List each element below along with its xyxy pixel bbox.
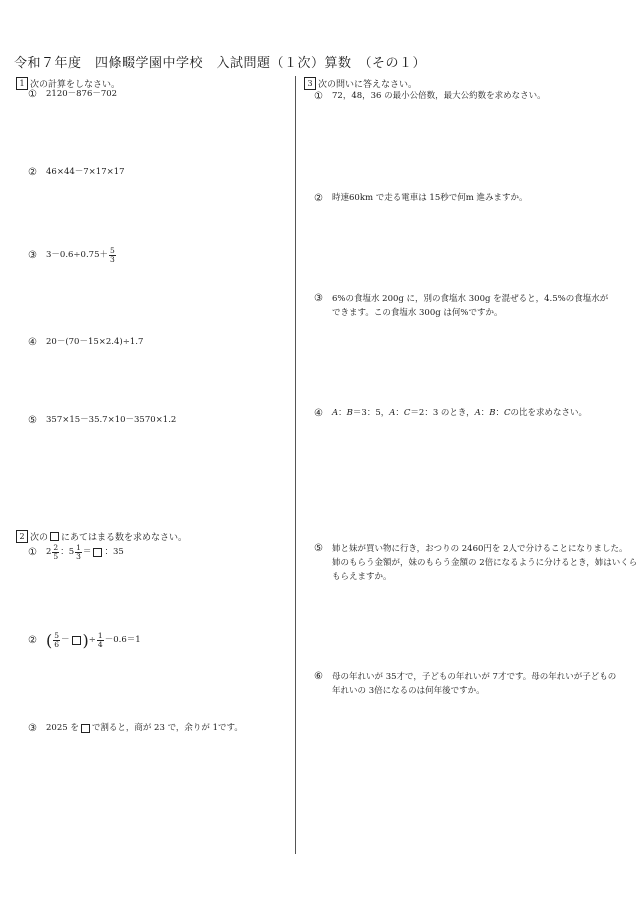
question-text: ＝3：5， xyxy=(352,408,390,418)
question-text-post: で割ると，商が 23 で，余りが 1です。 xyxy=(91,723,243,733)
question-text: ＝2：3 のとき， xyxy=(410,408,475,418)
question-line: 年れいの 3倍になるのは何年後ですか。 xyxy=(332,686,485,696)
page-title: 令和７年度 四條畷学園中学校 入試問題（１次）算数 （その１） xyxy=(14,56,427,71)
question-3-6 xyxy=(314,670,616,698)
question-line: 姉のもらう金額が，妹のもらう金額の 2倍になるように分けるとき，姉はいくら xyxy=(332,558,637,568)
question-expression: 20－(70－15×2.4)÷1.7 xyxy=(46,337,144,347)
fraction-numerator: 1 xyxy=(76,543,81,552)
fraction xyxy=(109,247,116,264)
fraction xyxy=(53,632,60,649)
var-a: A xyxy=(332,408,339,418)
question-3-4 xyxy=(314,407,587,420)
question-1-5 xyxy=(28,414,176,427)
section-2-instruction-post: にあてはまる数を求めなさい。 xyxy=(61,533,188,543)
question-text xyxy=(332,542,637,584)
equals-sign: ＝ xyxy=(82,547,92,557)
question-line: 母の年れいが 35才で，子どもの年れいが 7才です。母の年れいが子どもの xyxy=(332,672,617,682)
question-number: ④ xyxy=(314,408,323,419)
question-1-1 xyxy=(28,88,117,101)
open-paren: ( xyxy=(46,630,53,650)
section-3-instruction: 次の問いに答えなさい。 xyxy=(318,80,418,90)
ratio-colon: ： xyxy=(480,408,490,418)
question-2-1 xyxy=(28,544,124,561)
question-number: ⑤ xyxy=(314,543,323,554)
section-2-heading xyxy=(16,530,187,543)
fraction xyxy=(75,544,82,561)
question-number: ③ xyxy=(28,250,37,261)
mixed-whole: 5 xyxy=(68,547,75,557)
question-number: ⑤ xyxy=(28,415,37,426)
question-number: ② xyxy=(28,635,37,646)
question-text xyxy=(332,292,608,320)
var-c: C xyxy=(403,408,411,418)
blank-box-icon xyxy=(72,636,81,645)
question-text xyxy=(332,670,616,698)
fraction-numerator: 5 xyxy=(109,246,115,255)
question-expression: 3－0.6÷0.75＋ xyxy=(46,250,108,260)
section-1-number: 1 xyxy=(16,77,28,90)
question-text-pre: 2025 を xyxy=(46,723,79,733)
question-line: 姉と妹が買い物に行き，おつりの 2460円を 2人で分けることになりました。 xyxy=(332,544,628,554)
question-number: ② xyxy=(28,167,37,178)
question-number: ③ xyxy=(28,723,37,734)
var-a: A xyxy=(474,408,481,418)
mixed-number xyxy=(69,544,83,561)
mixed-whole: 2 xyxy=(46,547,52,557)
question-text: の比を求めなさい。 xyxy=(510,408,588,418)
fraction-denominator: 4 xyxy=(97,640,103,649)
question-3-2 xyxy=(314,192,528,205)
question-expression-tail: －0.6＝1 xyxy=(104,635,141,645)
minus-sign: － xyxy=(61,635,70,645)
question-number: ③ xyxy=(314,293,323,304)
ratio-colon: ： xyxy=(495,408,505,418)
question-number: ① xyxy=(28,89,37,100)
question-expression: 2120－876－702 xyxy=(46,89,118,99)
question-1-2 xyxy=(28,166,125,179)
question-2-3 xyxy=(28,722,243,735)
var-b: B xyxy=(346,408,353,418)
var-c: C xyxy=(504,408,511,418)
fraction-denominator: 5 xyxy=(53,552,59,561)
section-3-heading xyxy=(304,77,417,90)
question-number: ① xyxy=(314,91,323,102)
fraction-denominator: 3 xyxy=(76,552,81,561)
mixed-number xyxy=(46,544,60,561)
question-number: ① xyxy=(28,547,37,558)
var-a: A xyxy=(389,408,396,418)
blank-box-icon xyxy=(50,532,59,541)
question-line: もらえますか。 xyxy=(332,572,392,582)
ratio-colon: ： xyxy=(395,408,404,418)
fraction-numerator: 5 xyxy=(54,631,60,640)
question-text: 時速60km で走る電車は 15秒で何m 進みますか。 xyxy=(332,193,528,203)
section-2-instruction-pre: 次の xyxy=(30,533,49,543)
fraction-denominator: 3 xyxy=(109,255,115,264)
column-divider xyxy=(295,76,296,854)
question-expression: 357×15－35.7×10－3570×1.2 xyxy=(46,415,177,425)
section-3-number: 3 xyxy=(304,77,316,90)
question-1-4 xyxy=(28,336,143,349)
section-1-instruction: 次の計算をしなさい。 xyxy=(30,80,121,90)
question-3-5 xyxy=(314,542,637,584)
question-expression-tail: ：35 xyxy=(104,547,124,557)
fraction xyxy=(52,544,59,561)
question-number: ⑥ xyxy=(314,671,323,682)
ratio-separator: ： xyxy=(60,547,69,557)
question-1-3 xyxy=(28,247,117,264)
fraction-numerator: 2 xyxy=(53,543,59,552)
question-line: 6%の食塩水 200g に，別の食塩水 300g を混ぜると，4.5%の食塩水が xyxy=(332,294,609,304)
var-b: B xyxy=(489,408,496,418)
question-expression: 46×44－7×17×17 xyxy=(46,167,125,177)
blank-box-icon xyxy=(93,548,102,557)
divide-sign: ÷ xyxy=(88,635,96,645)
question-line: できます。この食塩水 300g は何%ですか。 xyxy=(332,308,503,318)
question-3-3 xyxy=(314,292,608,320)
section-2-number: 2 xyxy=(16,530,28,543)
fraction-denominator: 6 xyxy=(54,640,60,649)
fraction xyxy=(97,632,104,649)
ratio-colon: ： xyxy=(338,408,347,418)
question-number: ④ xyxy=(28,337,37,348)
question-text: 72，48，36 の最小公倍数，最大公約数を求めなさい。 xyxy=(332,91,546,101)
close-paren: ) xyxy=(82,630,89,650)
question-3-1 xyxy=(314,90,546,103)
question-number: ② xyxy=(314,193,323,204)
question-2-2 xyxy=(28,632,141,649)
fraction-numerator: 1 xyxy=(97,631,103,640)
blank-box-icon xyxy=(81,724,90,733)
